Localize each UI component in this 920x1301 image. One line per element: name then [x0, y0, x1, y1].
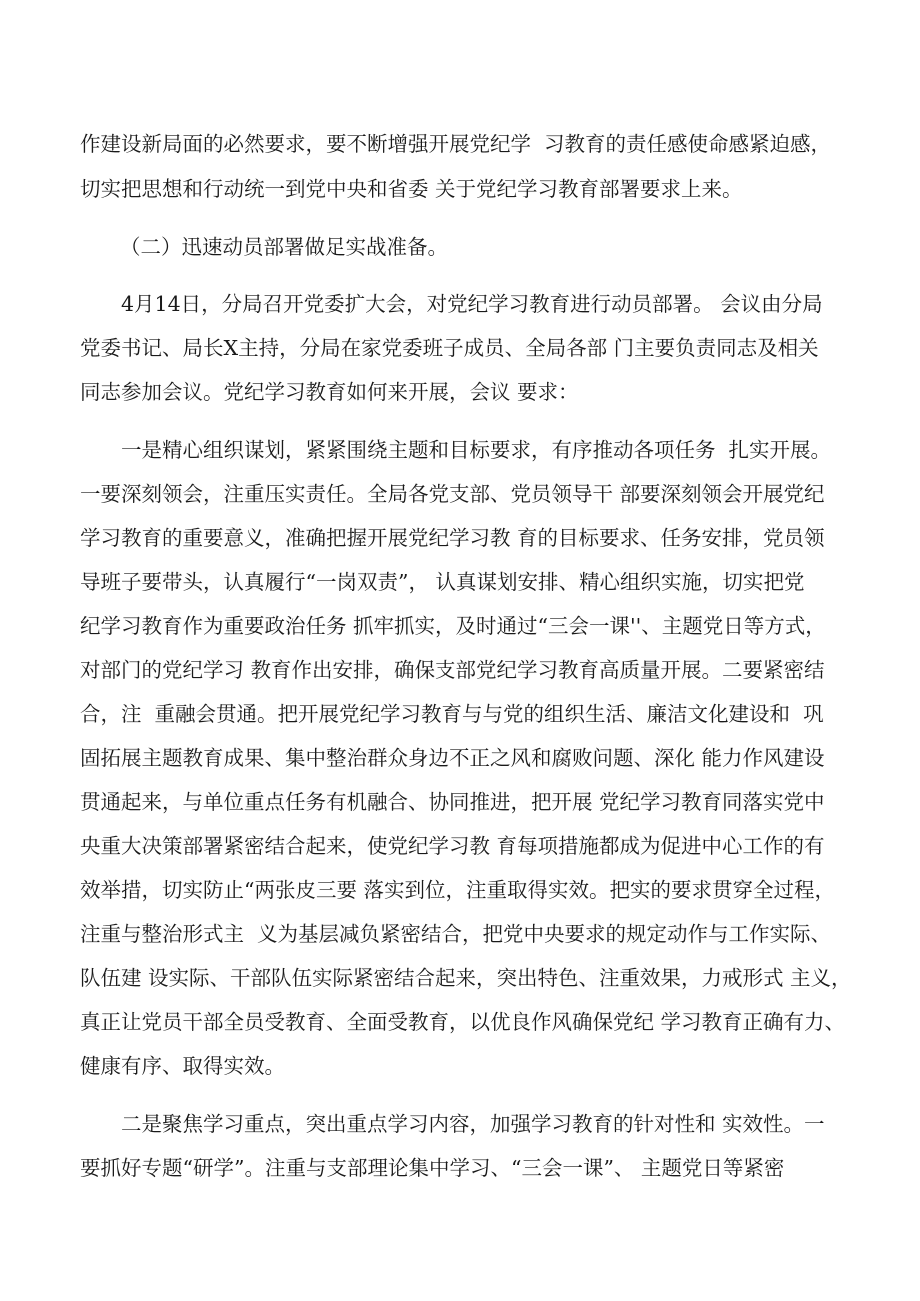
paragraph-line: 固拓展主题教育成果、集中整治群众身边不正之风和腐败问题、深化 能力作风建设 — [80, 746, 825, 770]
paragraph-line: 队伍建 设实际、干部队伍实际紧密结合起来，突出特色、注重效果，力戒形式 主义， — [80, 966, 852, 990]
paragraph-line: 切实把思想和行动统一到党中央和省委 关于党纪学习教育部署要求上来。 — [80, 177, 743, 201]
paragraph-line: 党委书记、局长X主持，分局在家党委班子成员、全局各部 门主要负责同志及相关 — [80, 336, 819, 360]
paragraph-line: 央重大决策部署紧密结合起来，使党纪学习教 育每项措施都成为促进中心工作的有 — [80, 834, 825, 858]
paragraph-line: 同志参加会议。党纪学习教育如何来开展，会议 要求： — [80, 380, 579, 404]
paragraph-line: 贯通起来，与单位重点任务有机融合、协同推进，把开展 党纪学习教育同落实党中 — [80, 790, 825, 814]
paragraph-line: 对部门的党纪学习 教育作出安排，确保支部党纪学习教育高质量开展。二要紧密结 — [80, 658, 825, 682]
paragraph-line: 二是聚焦学习重点，突出重点学习内容，加强学习教育的针对性和 实效性。一 — [121, 1112, 825, 1136]
paragraph-line: 要抓好专题“研学”。注重与支部理论集中学习、“三会一课”、 主题党日等紧密 — [80, 1156, 785, 1180]
paragraph-line: 注重与整治形式主 义为基层减负紧密结合，把党中央要求的规定动作与工作实际、 — [80, 922, 832, 946]
paragraph-line: 学习教育的重要意义，准确把握开展党纪学习教 育的目标要求、任务安排，党员领 — [80, 526, 825, 550]
paragraph-line: 作建设新局面的必然要求，要不断增强开展党纪学 习教育的责任感使命感紧迫感， — [80, 132, 832, 156]
paragraph-line: 纪学习教育作为重要政治任务 抓牢抓实，及时通过“三会一课''、主题党日等方式， — [80, 614, 826, 638]
paragraph-line: 真正让党员干部全员受教育、全面受教育，以优良作风确保党纪 学习教育正确有力、 — [80, 1010, 846, 1034]
paragraph-line: 导班子要带头，认真履行“一岗双责”， 认真谋划安排、精心组织实施，切实把党 — [80, 570, 805, 594]
paragraph-line: 一要深刻领会，注重压实责任。全局各党支部、党员领导干 部要深刻领会开展党纪 — [80, 482, 825, 506]
paragraph-line: 合，注 重融会贯通。把开展党纪学习教育与与党的组织生活、廉洁文化建设和 巩 — [80, 702, 824, 726]
section-heading: （二）迅速动员部署做足实战准备。 — [120, 235, 448, 259]
paragraph-line: 健康有序、取得实效。 — [80, 1054, 285, 1078]
paragraph-line: 4月14日，分局召开党委扩大会，对党纪学习教育进行动员部署。 会议由分局 — [121, 292, 823, 316]
paragraph-line: 效举措，切实防止“两张皮三要 落实到位，注重取得实效。把实的要求贯穿全过程， — [80, 878, 835, 902]
paragraph-line: 一是精心组织谋划，紧紧围绕主题和目标要求，有序推动各项任务 扎实开展。 — [121, 438, 832, 462]
